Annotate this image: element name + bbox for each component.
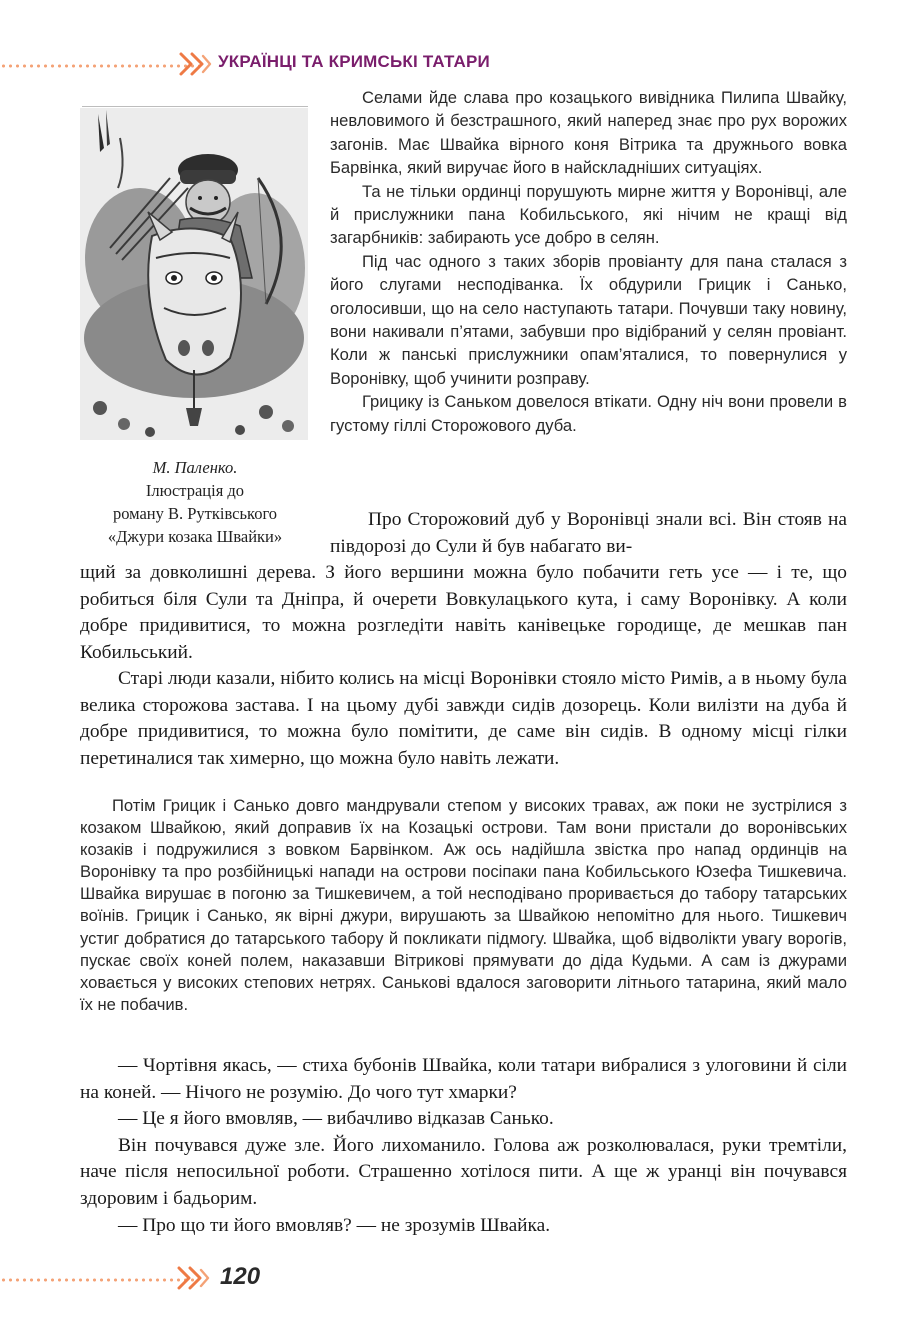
chevron-right-icon [178,50,214,78]
chevron-right-icon [176,1264,212,1292]
footer-dotted-line [0,1276,198,1284]
dialogue-text [80,1053,847,1239]
summary-paragraph: Потім Грицик і Санько довго мандрували степом у високих травах, аж поки не зустрілися з козаком Швайкою, який доправив їх на Козацькі острови. Там вони пристали до воронівських козаків і подружилися з вовком Барвінком. Аж ось надійшла звістка про напад ординців на Воронівку та про розбійницькі напади на острови посіпаки пана Кобильського Юзефа Тишкевича. Швайка вирушає в погоню за Тишкевичем, а той несподівано проривається до табору татарських воїнів. Грицик і Санько, як вірні джури, вирушають за Швайкою непомітно для нього. Тишкевич устиг добратися до татарського табору й покликати підмогу. Швайка, щоб відволікти увагу ворогів, пускає своїх коней полем, наказавши Вітрикові прямувати до діда Кудьми. А сам із джурами ховається у високих степових нетрях. Санькові вдалося заговорити літнього татарина, який мало їх не побачив. [80,796,847,1014]
caption-line: «Джури козака Швайки» [107,527,283,546]
page-number: 120 [220,1263,261,1290]
dialogue-paragraph: — Це я його вмовляв, — вибачливо відказав Санько. [118,1108,554,1130]
plot-summary [80,795,847,1016]
main-paragraph: щий за довколишні дерева. З його вершини можна було побачити геть усе — і те, що робиться біля Сули та Дніпра, й очерети Вовкулацького кута, і саму Воронівку. А коли добре придивитися, то можна розгледіти навіть канівецьке городище, де мешкав пан Кобильський. [80,562,847,663]
intro-paragraph: Та не тільки ординці порушують мирне життя у Воронівці, але й прислужники пана Кобильського, які нічим не кращі від загарбників: забирають усе добро в селян. [330,181,847,248]
intro-paragraph: Під час одного з таких зборів провіанту для пана сталася з його слугами несподіванка. Їх обдурили Грицик і Санько, оголосивши, що на село наступають татари. Почувши таку новину, вони накивали п’ятами, забувши про відібраний у селян провіант. Коли ж панські прислужники опам’яталися, то повернулися у Воронівку, щоб учинити розправу. [330,251,847,388]
cossack-on-horse-illustration [80,108,308,440]
caption-line: роману В. Рутківського [112,504,278,523]
illustration-top-rule [82,106,308,107]
dialogue-paragraph: Він почувався дуже зле. Його лихоманило. Голова аж розколювалася, руки тремтіли, наче після непосильної роботи. Страшенно хотілося пити. А ще ж уранці він почувався здоровим і бадьорим. [80,1134,847,1209]
main-paragraph: Старі люди казали, нібито колись на місці Воронівки стояло місто Римів, а в ньому була велика сторожова застава. І на цьому дубі завжди сидів дозорець. Коли вилізти на дуба й добре придивитися, то можна було помітити, де саме він сидів. В одному місці гілки перетиналися так химерно, що можна було навіть лежати. [80,668,847,769]
intro-paragraph: Селами йде слава про козацького вивідника Пилипа Швайку, невловимого й безстрашного, який наперед знає про рух ворожих загонів. Має Швайка вірного коня Вітрика та дружнього вовка Барвінка, який виручає його в найскладніших ситуаціях. [330,88,847,178]
caption-author: М. Паленко. [152,458,238,477]
intro-paragraph: Грицику із Саньком довелося втікати. Одну ніч вони провели в густому гіллі Сторожового дуба. [330,392,847,435]
dialogue-paragraph: — Про що ти його вмовляв? — не зрозумів Швайка. [118,1214,551,1236]
main-text-full [80,560,847,772]
section-title: УКРАЇНЦІ ТА КРИМСЬКІ ТАТАРИ [218,52,490,71]
caption-line: Ілюстрація до [145,481,245,500]
illustration-caption [80,456,310,548]
main-text-column [330,507,847,560]
main-paragraph: Про Сторожовий дуб у Воронівці знали всі. Він стояв на півдорозі до Сули й був набагато ви- [330,509,847,557]
dialogue-paragraph: — Чортівня якась, — стиха бубонів Швайка, коли татари вибралися з улоговини й сіли на коней. — Нічого не розумію. До чого тут хмарки? [80,1055,847,1103]
header-dotted-line [0,62,200,70]
intro-summary [330,86,847,437]
